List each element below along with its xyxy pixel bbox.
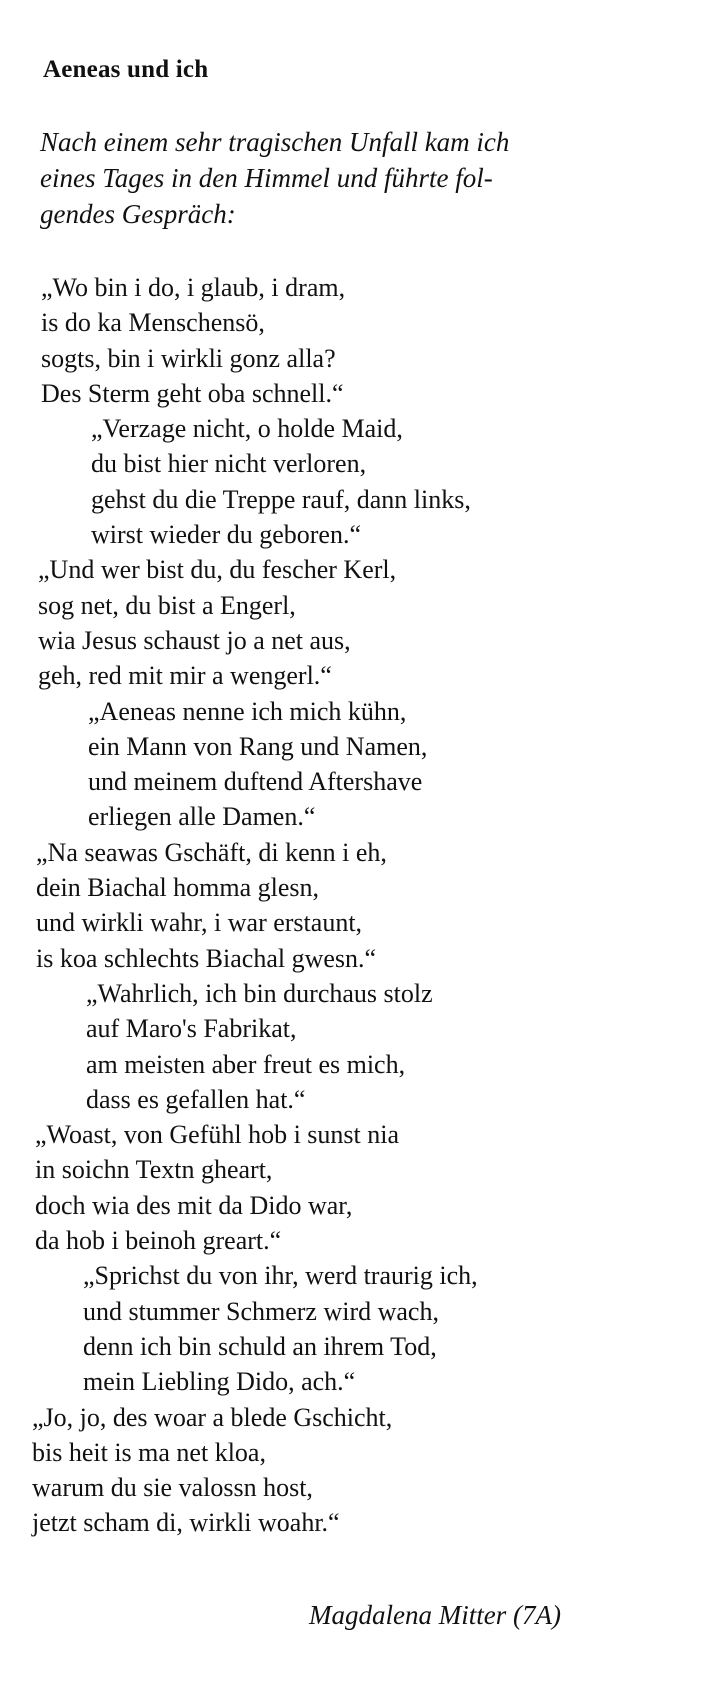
stanza-human-1	[0, 270, 721, 411]
poem-line: sog net, du bist a Engerl,	[38, 590, 296, 620]
poem-line: in soichn Textn gheart,	[35, 1155, 273, 1185]
poem-line: wirst wieder du geboren.“	[91, 520, 362, 550]
stanza-aeneas-4	[0, 1258, 721, 1399]
stanza-human-2	[0, 552, 721, 693]
poem-line: „Na seawas Gschäft, di kenn i eh,	[36, 837, 387, 867]
poem-body	[0, 270, 721, 1541]
stanza-aeneas-3	[0, 976, 721, 1117]
stanza-human-3	[0, 835, 721, 976]
poem-title: Aeneas und ich	[43, 56, 209, 83]
poem-line: mein Liebling Dido, ach.“	[83, 1367, 356, 1397]
poem-line: „Verzage nicht, o holde Maid,	[91, 414, 403, 444]
poem-line: dein Biachal homma glesn,	[36, 873, 320, 903]
intro-line: gendes Gespräch:	[40, 199, 236, 229]
poem-line: „Wahrlich, ich bin durchaus stolz	[86, 978, 433, 1008]
poem-line: am meisten aber freut es mich,	[86, 1049, 406, 1079]
poem-line: „Woast, von Gefühl hob i sunst nia	[35, 1120, 400, 1150]
author-signature: Magdalena Mitter (7A)	[309, 1600, 561, 1630]
poem-line: da hob i beinoh greart.“	[35, 1226, 282, 1256]
poem-line: ein Mann von Rang und Namen,	[88, 731, 428, 761]
poem-line: is do ka Menschensö,	[41, 308, 265, 338]
poem-line: wia Jesus schaust jo a net aus,	[38, 625, 351, 655]
poem-line: bis heit is ma net kloa,	[32, 1437, 266, 1467]
intro-paragraph	[40, 124, 600, 232]
poem-line: und meinem duftend Aftershave	[88, 767, 423, 797]
poem-line: „Aeneas nenne ich mich kühn,	[88, 696, 407, 726]
poem-line: gehst du die Treppe rauf, dann links,	[91, 484, 471, 514]
poem-line: denn ich bin schuld an ihrem Tod,	[83, 1331, 437, 1361]
poem-line: jetzt scham di, wirkli woahr.“	[32, 1508, 340, 1538]
intro-line: eines Tages in den Himmel und führte fol-	[40, 163, 493, 193]
stanza-human-5	[0, 1400, 721, 1541]
poem-line: warum du sie valossn host,	[32, 1473, 313, 1503]
poem-line: und wirkli wahr, i war erstaunt,	[36, 908, 363, 938]
poem-line: „Und wer bist du, du fescher Kerl,	[38, 555, 397, 585]
intro-line: Nach einem sehr tragischen Unfall kam ich	[40, 127, 510, 157]
poem-line: „Jo, jo, des woar a blede Gschicht,	[32, 1402, 393, 1432]
poem-line: „Sprichst du von ihr, werd traurig ich,	[83, 1261, 478, 1291]
poem-line: doch wia des mit da Dido war,	[35, 1190, 353, 1220]
poem-line: geh, red mit mir a wengerl.“	[38, 661, 332, 691]
poem-line: sogts, bin i wirkli gonz alla?	[41, 343, 336, 373]
poem-line: Des Sterm geht oba schnell.“	[41, 378, 344, 408]
stanza-human-4	[0, 1117, 721, 1258]
poem-line: erliegen alle Damen.“	[88, 802, 316, 832]
poem-line: is koa schlechts Biachal gwesn.“	[36, 943, 377, 973]
stanza-aeneas-1	[0, 411, 721, 552]
poem-line: auf Maro's Fabrikat,	[86, 1014, 297, 1044]
poem-line: dass es gefallen hat.“	[86, 1084, 306, 1114]
poem-line: „Wo bin i do, i glaub, i dram,	[41, 273, 346, 302]
stanza-aeneas-2	[0, 694, 721, 835]
poem-line: und stummer Schmerz wird wach,	[83, 1296, 439, 1326]
poem-line: du bist hier nicht verloren,	[91, 449, 367, 479]
